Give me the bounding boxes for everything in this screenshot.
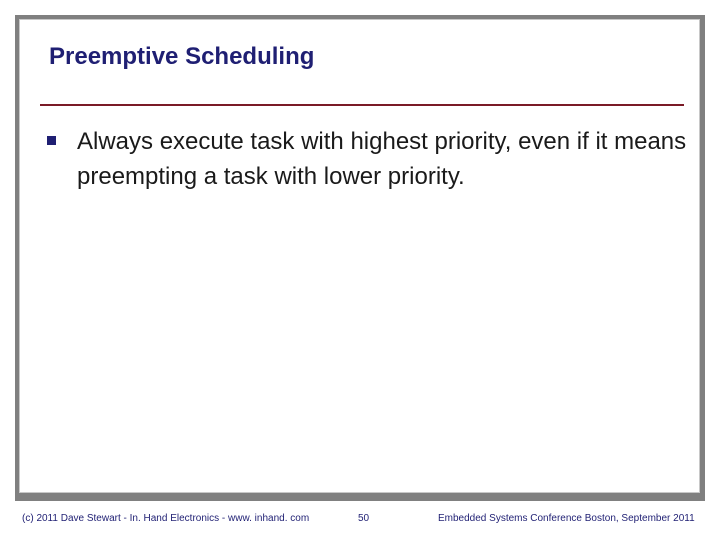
footer-bar <box>15 493 705 501</box>
footer-copyright: (c) 2011 Dave Stewart - In. Hand Electronics - www. inhand. com <box>22 513 310 524</box>
square-bullet-icon <box>47 136 56 145</box>
slide-title: Preemptive Scheduling <box>49 43 315 70</box>
bullet-text: Always execute task with highest priority, even if it means preempting a task with lower priority. <box>77 128 687 190</box>
footer-conference: Embedded Systems Conference Boston, September 2011 <box>438 513 695 524</box>
footer-page-number: 50 <box>358 513 370 524</box>
frame-border-right <box>700 15 705 493</box>
title-divider <box>40 104 684 106</box>
slide-content-panel <box>19 19 700 493</box>
